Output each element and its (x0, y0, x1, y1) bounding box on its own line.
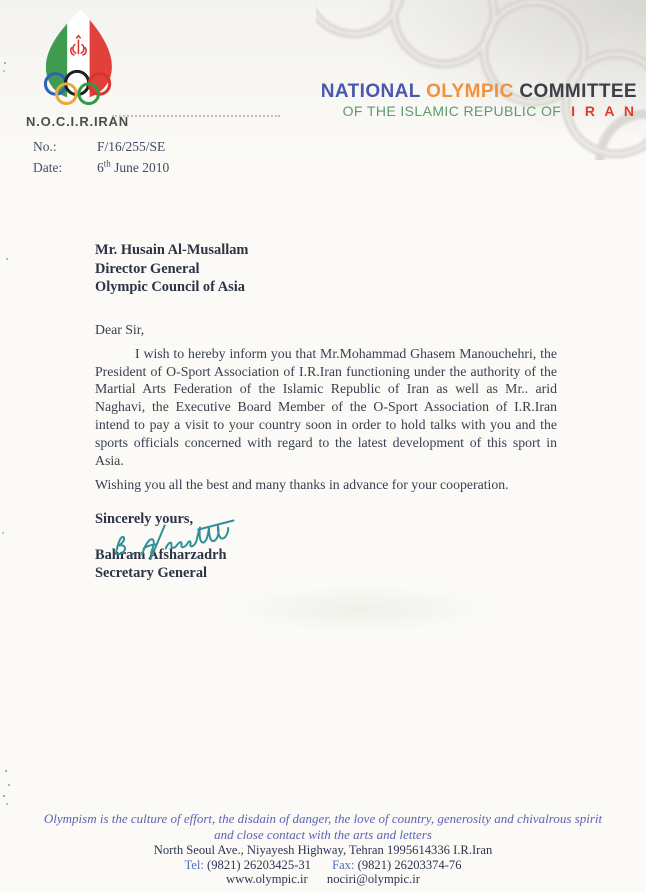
letter-body (95, 321, 557, 494)
noc-iran-flame-rings-icon (26, 8, 130, 108)
title-republic-prefix: OF THE ISLAMIC REPUBLIC OF (342, 103, 562, 119)
title-country-iran: I R A N (571, 103, 637, 119)
signature-name: Bahram Afsharzadrh (95, 547, 227, 563)
noc-iran-logo (26, 8, 144, 129)
no-label: No.: (33, 139, 57, 154)
website-text: www.olympic.ir (226, 871, 308, 886)
footer-address: North Seoul Ave., Niyayesh Highway, Tehran 1995614336 I.R.Iran (153, 843, 493, 857)
recipient-block (95, 241, 248, 297)
signature-closing: Sincerely yours, (95, 511, 194, 527)
signature-handwriting (103, 518, 268, 560)
recipient-name: Mr. Husain Al-Musallam (95, 242, 249, 258)
no-value: F/16/255/SE (97, 139, 166, 154)
footer (0, 811, 646, 886)
date-label: Date: (33, 159, 63, 175)
signature-block (95, 511, 227, 582)
fax-label: Fax: (332, 857, 355, 872)
body-paragraph2: Wishing you all the best and many thanks in advance for your cooperation. (95, 477, 509, 493)
email-text: nociri@olympic.ir (326, 871, 420, 886)
reference-block (33, 138, 169, 176)
olympic-rings-watermark (316, 0, 646, 160)
fax-value: (9821) 26203374-76 (357, 857, 462, 872)
title-word-committee: COMMITTEE (519, 81, 637, 102)
title-word-olympic: OLYMPIC (426, 81, 514, 102)
motto-line1: Olympism is the culture of effort, the disdain of danger, the love of country, generosity and chivalrous spirit (43, 811, 603, 826)
footer-tel-fax (0, 858, 646, 872)
logo-caption: N.O.C.I.R.IRAN (26, 114, 129, 129)
motto-line2: and close contact with the arts and letters (214, 826, 432, 842)
body-paragraph1: I wish to hereby inform you that Mr.Mohammad Ghasem Manouchehri, the President of O-Sport Association of I.R.Iran functioning under the authority of the Martial Arts Federation of the Islamic Republic of Iran as well as Mr.. arid Naghavi, the Executive Board Member of the O-Sport Association of I.R.Iran intend to pay a visit to your country soon in order to hold talks with you and the sports officials concerned with regard to the latest development of this sport in Asia. (95, 345, 557, 468)
title-word-national: NATIONAL (320, 81, 421, 102)
date-row (33, 155, 169, 176)
date-value: 6th June 2010 (97, 158, 170, 175)
scan-smudge (230, 585, 490, 633)
scan-specks (0, 0, 2, 2)
committee-title-line1 (321, 82, 637, 101)
footer-web-email (0, 872, 646, 886)
recipient-organization: Olympic Council of Asia (95, 279, 245, 295)
committee-title (321, 82, 637, 118)
olympism-motto (0, 811, 646, 842)
letterhead-dotted-rule (112, 115, 280, 117)
reference-number-row (33, 138, 169, 155)
tel-value: (9821) 26203425-31 (207, 857, 311, 872)
tel-label: Tel: (184, 857, 204, 872)
committee-title-line2 (321, 104, 637, 118)
signature-role: Secretary General (95, 565, 208, 581)
salutation: Dear Sir, (95, 322, 145, 337)
recipient-title: Director General (95, 260, 200, 277)
